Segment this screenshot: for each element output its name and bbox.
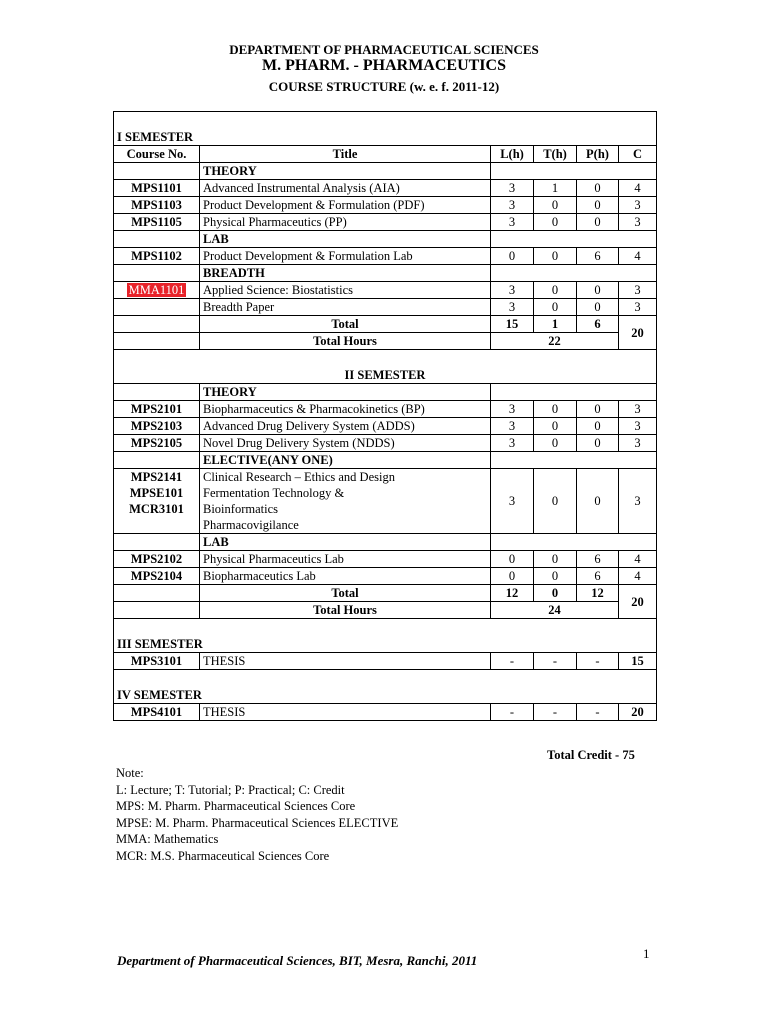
course-code: MPS1101 [114,180,200,197]
table-row: MPS2103 Advanced Drug Delivery System (ADDS) 3 0 0 3 [114,418,657,435]
course-code: MPS2101 [114,401,200,418]
sem4-label: IV SEMESTER [117,688,202,702]
table-row: MPS2101 Biopharmaceutics & Pharmacokinetics (BP) 3 0 0 3 [114,401,657,418]
section-label: LAB [200,534,491,551]
section-label: BREADTH [200,265,491,282]
total-credits: 20 [619,316,657,350]
course-code [114,299,200,316]
table-row: Breadth Paper 3 0 0 3 [114,299,657,316]
course-title: Bioinformatics [203,502,278,516]
course-code: MPS3101 [114,653,200,670]
total-hours-label: Total Hours [200,602,491,619]
page-footer: Department of Pharmaceutical Sciences, BIT, Mesra, Ranchi, 2011 [117,953,478,968]
sem4-title-row [114,670,657,704]
course-title: Advanced Instrumental Analysis (AIA) [200,180,491,197]
note-line: MPS: M. Pharm. Pharmaceutical Sciences Core [116,799,356,813]
section-label: THEORY [200,384,491,401]
section-label: LAB [200,231,491,248]
total-hours: 24 [491,602,619,619]
total-hours-row [114,602,657,619]
course-title: Physical Pharmaceutics (PP) [200,214,491,231]
notes-block [116,765,398,864]
course-code: MPS1102 [114,248,200,265]
total-label: Total [200,316,491,333]
table-row: MPS1103 Product Development & Formulation (PDF) 3 0 0 3 [114,197,657,214]
course-code: MPS2102 [114,551,200,568]
total-row: Total 12 0 12 20 [114,585,657,602]
column-header-row [114,146,657,163]
sem1-label: I SEMESTER [117,130,194,144]
section-row [114,265,657,282]
section-row [114,452,657,469]
course-code: MPS2103 [114,418,200,435]
course-code: MPS2105 [114,435,200,452]
elective-row: MPS2141 MPSE101 MCR3101 Clinical Research – Ethics and Design Fermentation Technology & Bioinformatics Pharmacovigilance 3 0 0 3 [114,469,657,534]
sem2-title-row [114,350,657,384]
program-heading: M. PHARM. - PHARMACEUTICS [262,57,506,74]
col-title: Title [200,146,491,163]
section-label: ELECTIVE(ANY ONE) [200,452,491,469]
col-course: Course No. [114,146,200,163]
table-row: MMA1101 Applied Science: Biostatistics 3 0 0 3 [114,282,657,299]
total-credit: Total Credit - 75 [547,748,635,762]
note-line: L: Lecture; T: Tutorial; P: Practical; C: Credit [116,782,345,797]
total-credits: 20 [619,585,657,619]
elective-codes [114,469,200,534]
course-title: Novel Drug Delivery System (NDDS) [200,435,491,452]
total-hours-label: Total Hours [200,333,491,350]
highlighted-course-code: MMA1101 [128,283,185,297]
course-title: THESIS [200,704,491,721]
elective-titles [200,469,491,534]
sem3-title-row [114,619,657,653]
page-number: 1 [643,946,650,961]
course-title: Pharmacovigilance [203,518,299,532]
course-code: MPS1105 [114,214,200,231]
table-row: MPS2104 Biopharmaceutics Lab 0 0 6 4 [114,568,657,585]
section-row [114,163,657,180]
course-title: THESIS [200,653,491,670]
table-row: MPS1102 Product Development & Formulation Lab 0 0 6 4 [114,248,657,265]
course-structure-heading: COURSE STRUCTURE (w. e. f. 2011-12) [268,79,500,94]
course-title: Clinical Research – Ethics and Design [203,470,395,484]
note-line: MPSE: M. Pharm. Pharmaceutical Sciences ELECTIVE [116,815,399,830]
col-l: L(h) [491,146,534,163]
col-t: T(h) [534,146,577,163]
col-p: P(h) [577,146,619,163]
table-row: MPS3101 THESIS - - - 15 [114,653,657,670]
course-code: MPS2104 [114,568,200,585]
table-row: MPS1101 Advanced Instrumental Analysis (AIA) 3 1 0 4 [114,180,657,197]
course-code: MCR3101 [129,502,184,516]
course-code [114,282,200,299]
note-line: MCR: M.S. Pharmaceutical Sciences Core [116,848,330,863]
sem1-title-row [114,112,657,146]
total-hours-row [114,333,657,350]
course-title: Applied Science: Biostatistics [200,282,491,299]
course-title: Fermentation Technology & [203,486,345,500]
note-line: MMA: Mathematics [116,832,219,846]
course-title: Biopharmaceutics & Pharmacokinetics (BP) [200,401,491,418]
course-title: Physical Pharmaceutics Lab [200,551,491,568]
course-code: MPSE101 [129,486,184,500]
course-code: MPS2141 [130,470,183,484]
section-label: THEORY [200,163,491,180]
course-structure-table [113,111,657,721]
course-code: MPS1103 [114,197,200,214]
col-c: C [619,146,657,163]
course-title: Biopharmaceutics Lab [200,568,491,585]
course-title: Breadth Paper [200,299,491,316]
total-row: Total 15 1 6 20 [114,316,657,333]
section-row [114,384,657,401]
course-code: MPS4101 [114,704,200,721]
section-row [114,534,657,551]
course-title: Product Development & Formulation Lab [200,248,491,265]
total-hours: 22 [491,333,619,350]
note-line: Note: [116,766,144,780]
total-label: Total [200,585,491,602]
table-row: MPS2102 Physical Pharmaceutics Lab 0 0 6 4 [114,551,657,568]
table-row: MPS4101 THESIS - - - 20 [114,704,657,721]
course-title: Advanced Drug Delivery System (ADDS) [200,418,491,435]
sem2-label: II SEMESTER [344,368,426,382]
section-row [114,231,657,248]
course-title: Product Development & Formulation (PDF) [200,197,491,214]
table-row: MPS1105 Physical Pharmaceutics (PP) 3 0 0 3 [114,214,657,231]
sem3-label: III SEMESTER [117,637,203,651]
department-heading: DEPARTMENT OF PHARMACEUTICAL SCIENCES [229,42,539,57]
table-row: MPS2105 Novel Drug Delivery System (NDDS) 3 0 0 3 [114,435,657,452]
